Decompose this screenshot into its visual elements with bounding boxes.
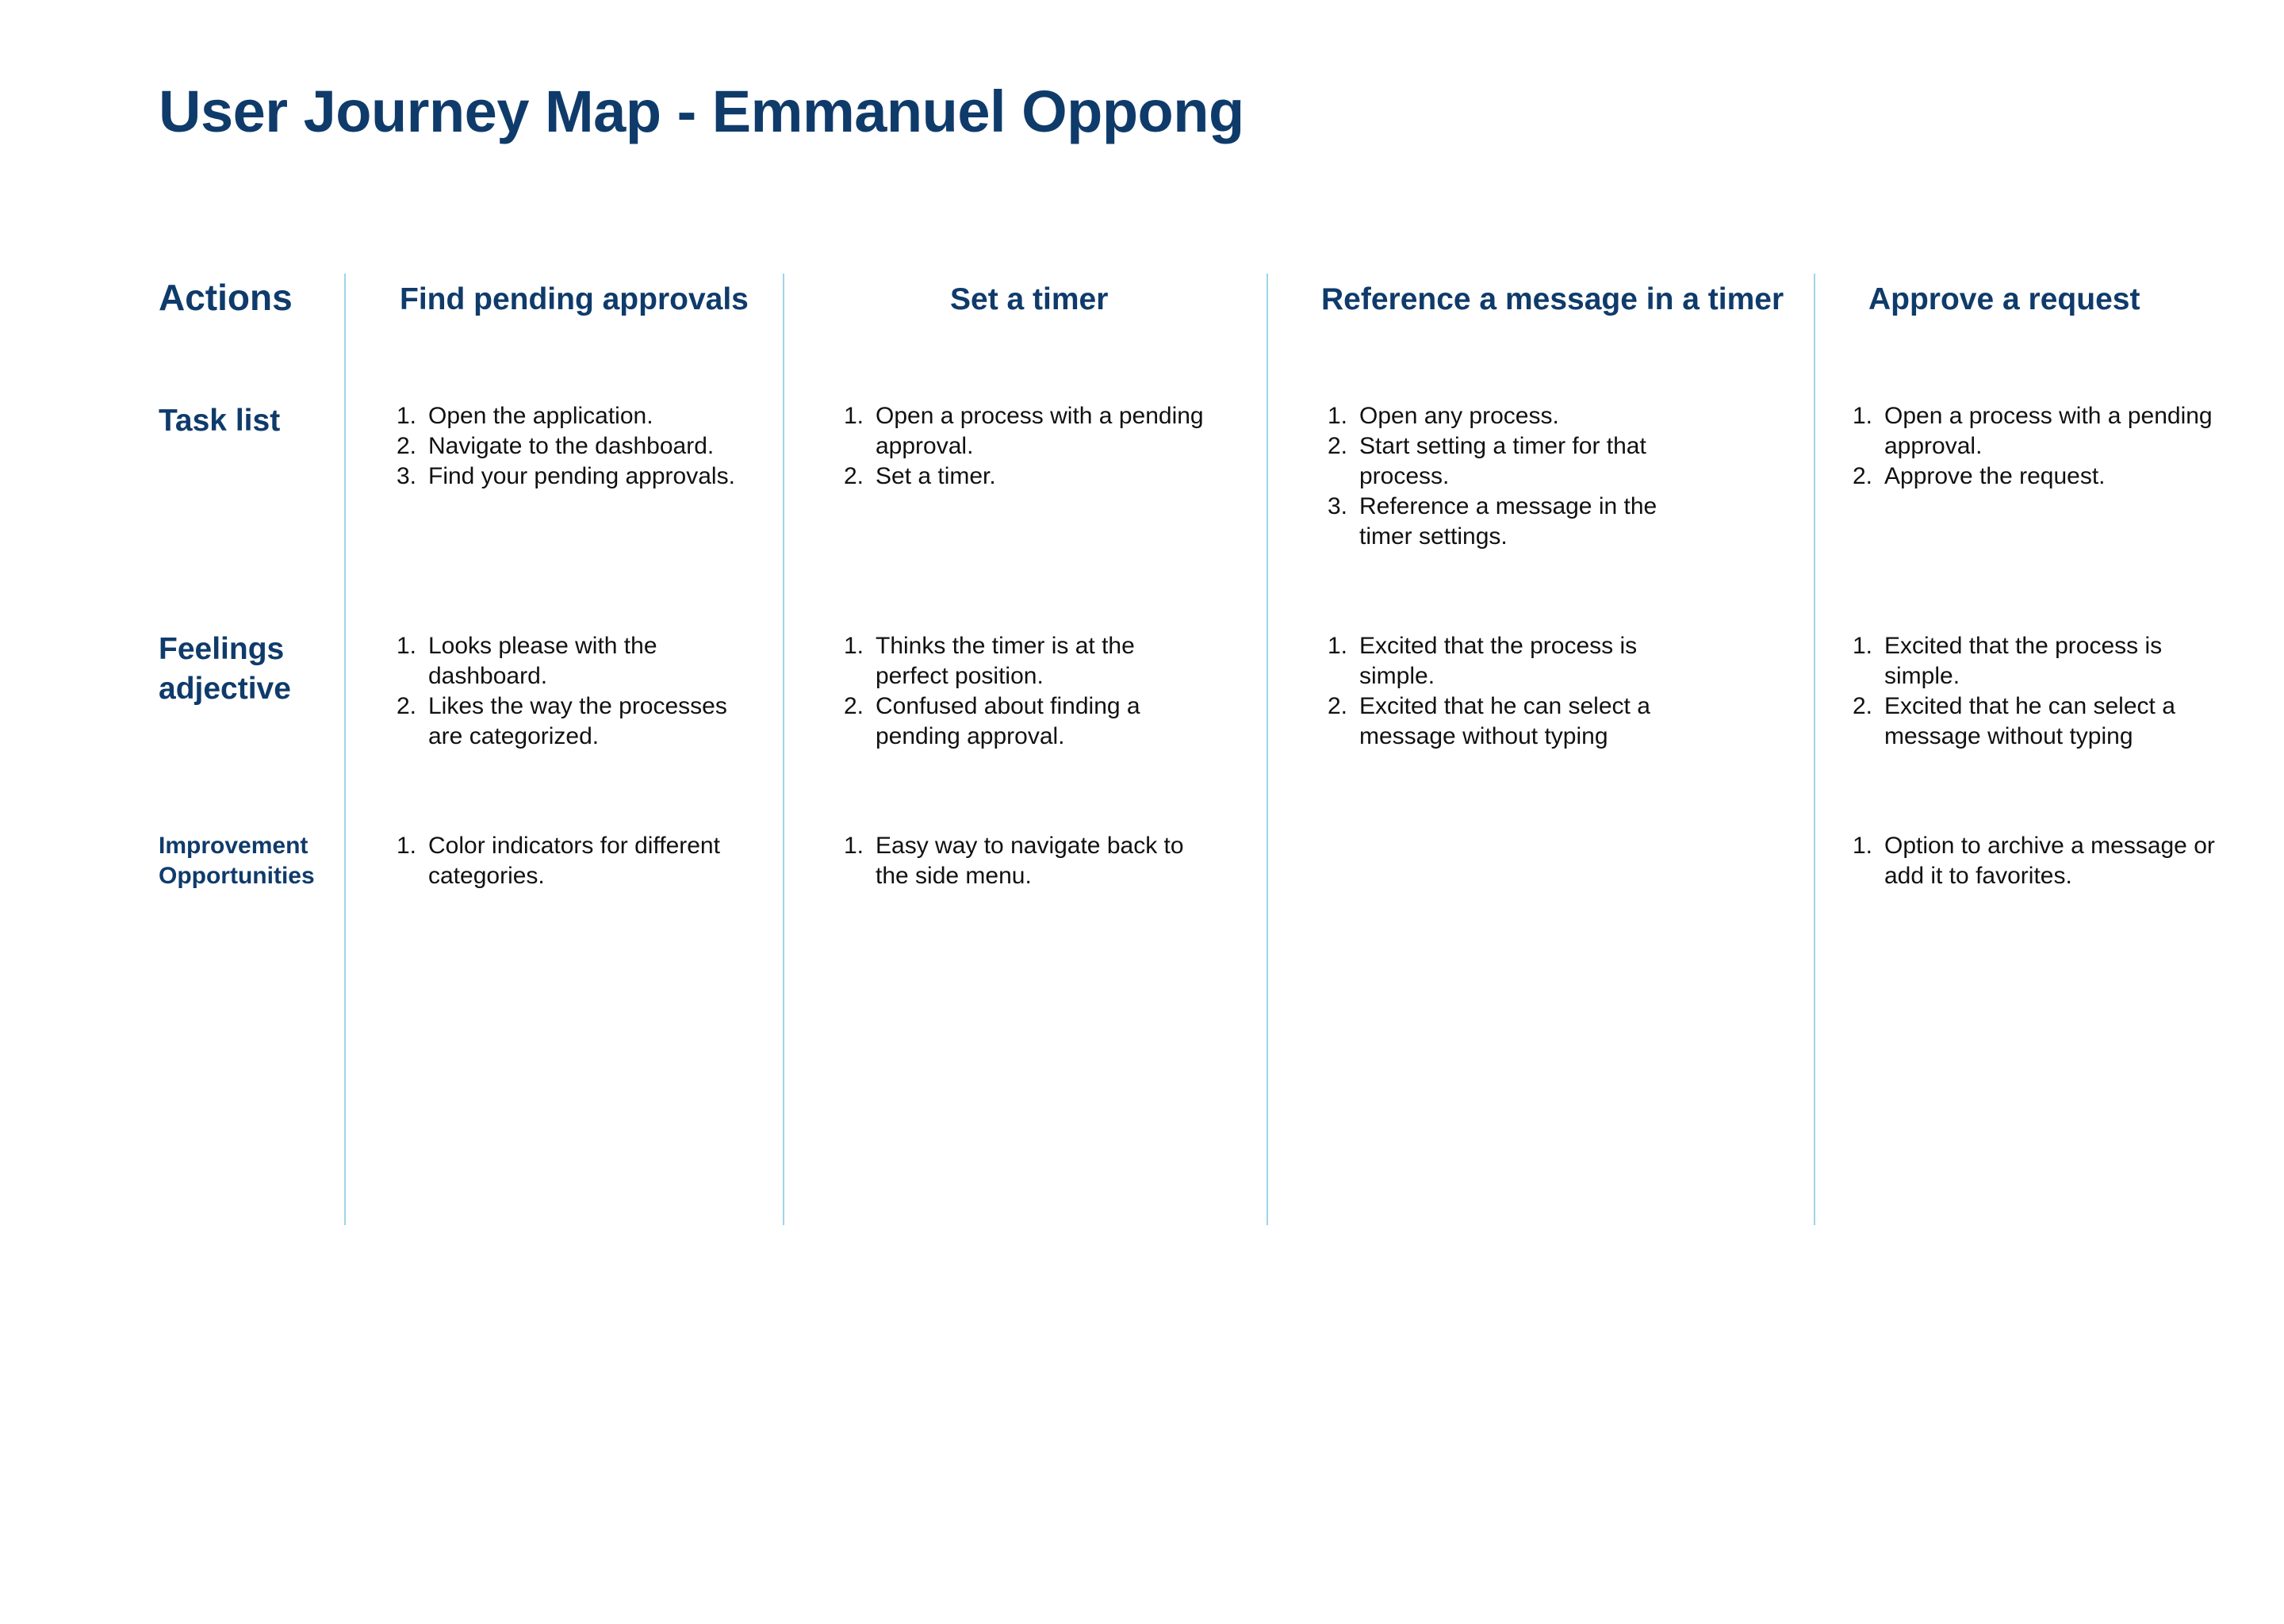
list-item: 1. Color indicators for different categories. [397, 833, 720, 889]
list-item: 2. Approve the request. [1853, 463, 2106, 489]
list-item: 2. Confused about finding a pending approval. [844, 693, 1140, 749]
row-label-actions: Actions [159, 277, 293, 318]
column-heading-reference-a-message: Reference a message in a timer [1321, 282, 1784, 316]
column-divider [783, 274, 784, 1225]
row-label-improvement-line2: Opportunities [159, 863, 315, 889]
row-label-improvement-line1: Improvement [159, 833, 308, 859]
column-heading-set-a-timer: Set a timer [950, 282, 1109, 316]
column-divider [1267, 274, 1268, 1225]
list-item: 1. Option to archive a message or add it to favorites. [1853, 833, 2215, 889]
list-item: 2. Likes the way the processes are categorized. [397, 693, 727, 749]
feelings-list-col3 [1328, 631, 1677, 752]
row-label-improvement [159, 831, 315, 891]
list-item: 1. Open a process with a pending approval. [1853, 403, 2213, 459]
row-label-feelings-line1: Feelings [159, 632, 285, 666]
list-item: 1. Open any process. [1328, 403, 1559, 429]
improvements-list-col1 [397, 831, 745, 891]
list-item: 2. Start setting a timer for that process. [1328, 433, 1646, 489]
improvements-list-col2 [844, 831, 1209, 891]
task-list-col4 [1853, 401, 2233, 492]
task-list-col3 [1328, 401, 1677, 552]
feelings-list-col2 [844, 631, 1193, 752]
feelings-list-col1 [397, 631, 745, 752]
column-heading-approve-a-request: Approve a request [1868, 282, 2140, 316]
column-heading-find-pending-approvals: Find pending approvals [400, 282, 749, 316]
list-item: 1. Excited that the process is simple. [1328, 633, 1638, 689]
list-item: 2. Set a timer. [844, 463, 996, 489]
improvements-list-col4 [1853, 831, 2217, 891]
list-item: 1. Open a process with a pending approval. [844, 403, 1204, 459]
list-item: 1. Easy way to navigate back to the side menu. [844, 833, 1184, 889]
list-item: 1. Thinks the timer is at the perfect position. [844, 633, 1135, 689]
column-divider [1814, 274, 1815, 1225]
feelings-list-col4 [1853, 631, 2202, 752]
list-item: 2. Navigate to the dashboard. [397, 433, 715, 459]
list-item: 1. Excited that the process is simple. [1853, 633, 2163, 689]
list-item: 1. Open the application. [397, 403, 653, 429]
list-item: 2. Excited that he can select a message without typing [1328, 693, 1650, 749]
row-label-feelings [159, 630, 291, 709]
column-divider [344, 274, 346, 1225]
list-item: 1. Looks please with the dashboard. [397, 633, 657, 689]
list-item: 3. Reference a message in the timer settings. [1328, 493, 1657, 550]
list-item: 2. Excited that he can select a message without typing [1853, 693, 2175, 749]
task-list-col1 [397, 401, 761, 492]
task-list-col2 [844, 401, 1224, 492]
row-label-task-list: Task list [159, 404, 281, 438]
page-title: User Journey Map - Emmanuel Oppong [159, 79, 1244, 144]
row-label-feelings-line2: adjective [159, 672, 291, 706]
list-item: 3. Find your pending approvals. [397, 463, 735, 489]
